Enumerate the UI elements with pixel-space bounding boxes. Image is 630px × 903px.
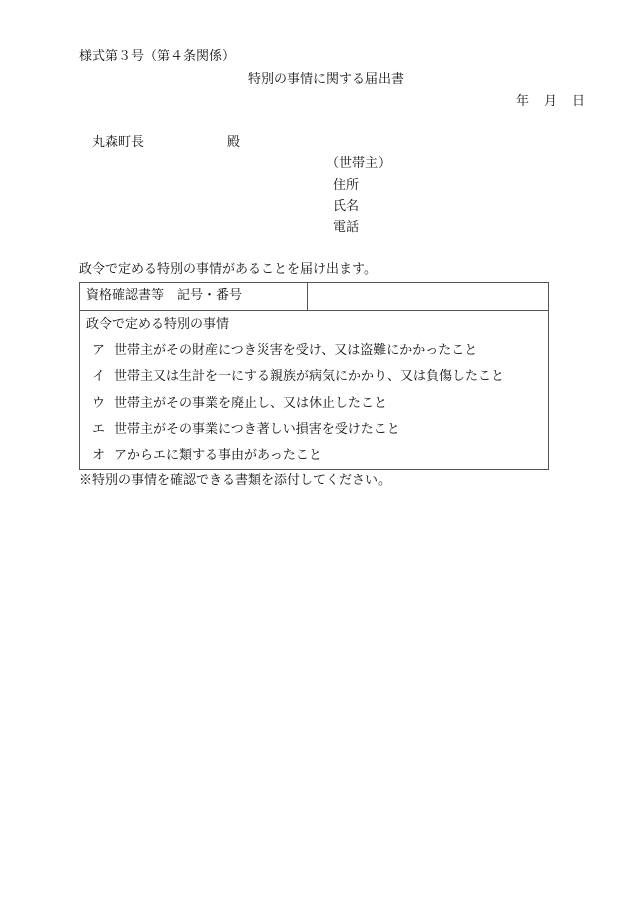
reason-mark: イ <box>92 369 106 385</box>
reason-mark: ウ <box>92 395 106 411</box>
reason-text: 世帯主又は生計を一にする親族が病気にかかり、又は負傷したこと <box>114 369 505 385</box>
reason-item <box>92 396 387 412</box>
attachment-note: ※特別の事情を確認できる書類を添付してください。 <box>79 473 392 488</box>
id-label: 資格確認書等 記号・番号 <box>86 288 243 303</box>
applicant-role: （世帯主） <box>326 156 392 171</box>
addressee-honorific: 殿 <box>227 135 241 150</box>
name-label: 氏名 <box>333 199 360 214</box>
reason-item <box>92 448 322 464</box>
addressee-name: 丸森町長 <box>92 135 145 150</box>
reason-text: 世帯主がその事業につき著しい損害を受けたこと <box>114 421 400 437</box>
reason-mark: ア <box>92 343 106 358</box>
reason-mark: エ <box>92 421 106 437</box>
phone-label: 電話 <box>333 220 360 235</box>
date-year: 年 <box>516 94 530 109</box>
reason-item <box>92 343 477 359</box>
address-label: 住所 <box>333 178 360 193</box>
form-number: 様式第３号（第４条関係） <box>79 49 236 64</box>
reason-text: 世帯主がその財産につき災害を受け、又は盗難にかかったこと <box>114 343 478 358</box>
reason-item <box>92 369 504 385</box>
reason-text: 世帯主がその事業を廃止し、又は休止したこと <box>114 395 388 411</box>
reason-item <box>92 422 400 438</box>
column-divider <box>307 283 308 310</box>
date-month: 月 <box>544 94 558 109</box>
reason-text: アからエに類する事由があったこと <box>114 448 322 464</box>
statement: 政令で定める特別の事情があることを届け出ます。 <box>79 262 377 277</box>
reason-mark: オ <box>92 448 106 464</box>
id-row <box>80 283 548 311</box>
document-title: 特別の事情に関する届出書 <box>248 72 405 87</box>
date-day: 日 <box>572 94 586 109</box>
date-line <box>516 94 585 110</box>
reasons-heading: 政令で定める特別の事情 <box>86 317 230 332</box>
reasons-table <box>79 282 549 470</box>
